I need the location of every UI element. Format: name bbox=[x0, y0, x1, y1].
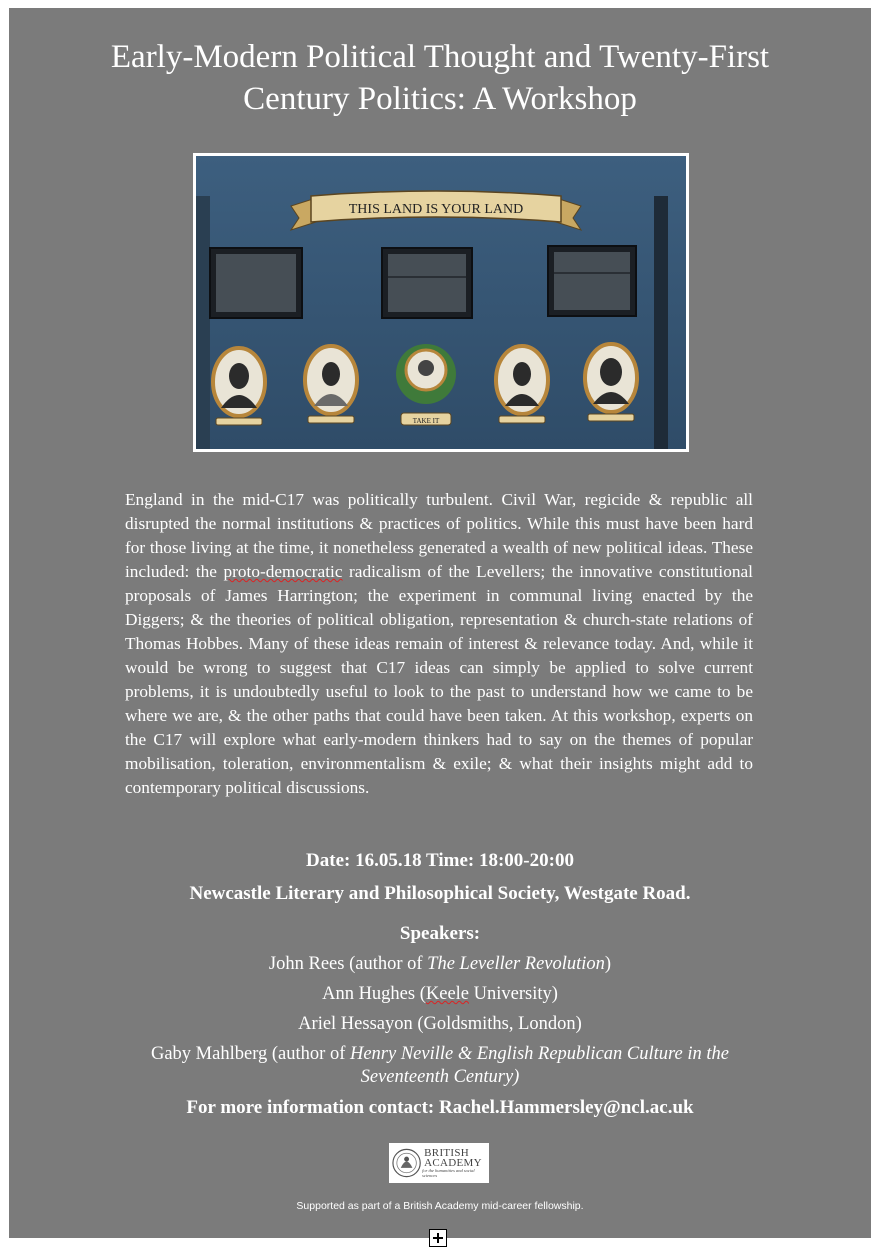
logo-line-2: ACADEMY bbox=[424, 1157, 482, 1169]
mural-plaque-text: TAKE IT bbox=[412, 417, 440, 425]
speaker-2-name: Ann Hughes ( bbox=[322, 984, 426, 1004]
speaker-1-suffix: ) bbox=[604, 954, 612, 974]
speaker-4 bbox=[9, 1043, 871, 1089]
expand-icon[interactable] bbox=[429, 1229, 447, 1247]
speaker-3: Ariel Hessayon (Goldsmiths, London) bbox=[298, 1014, 582, 1034]
contact-info: For more information contact: Rachel.Hammersley@ncl.ac.uk bbox=[186, 1097, 694, 1118]
speaker-1-book: The Leveller Revolution bbox=[427, 954, 605, 974]
british-academy-seal-icon bbox=[391, 1147, 422, 1179]
event-date-time: Date: 16.05.18 Time: 18:00-20:00 bbox=[306, 850, 574, 871]
title-line-2: Century Politics: A Workshop bbox=[243, 81, 637, 117]
title-line-1: Early-Modern Political Thought and Twenty-First bbox=[110, 39, 770, 75]
speaker-4-book: Henry Neville & English Republican Culture in the Seventeenth Century) bbox=[349, 1044, 729, 1087]
speaker-2-suffix: University) bbox=[469, 984, 558, 1004]
intro-highlight: proto-democratic bbox=[223, 562, 343, 581]
poster bbox=[9, 8, 871, 1238]
intro-text-part1: England in the mid-C17 was politically turbulent. Civil War, regicide & republic all disrupted the normal institutions & practices of politics. While this must have been hard for those living at the time, it nonetheless generated a wealth of new political ideas. These included: the bbox=[125, 490, 753, 581]
poster-title bbox=[9, 36, 871, 120]
mural-banner-text: THIS LAND IS YOUR LAND bbox=[348, 202, 524, 217]
speaker-1-name: John Rees (author of bbox=[268, 954, 428, 974]
speaker-4-name: Gaby Mahlberg (author of bbox=[150, 1044, 350, 1064]
logo-line-1: BRITISH bbox=[424, 1147, 470, 1159]
logo-subtitle: for the humanities and social sciences bbox=[422, 1168, 475, 1178]
support-note: Supported as part of a British Academy mid-career fellowship. bbox=[296, 1200, 584, 1212]
speaker-2 bbox=[9, 984, 871, 1005]
speaker-2-keele: Keele bbox=[425, 984, 470, 1004]
intro-text-part2: radicalism of the Levellers; the innovative constitutional proposals of James Harrington; the experiment in communal living enacted by the Diggers; & the theories of political obligation, representation & church-state relations of Thomas Hobbes. Many of these ideas remain of interest & relevance today. And, while it would be wrong to suggest that C17 ideas can simply be applied to solve current problems, it is undoubtedly useful to look to the past to understand how we came to be where we are, & the other paths that could have been taken. At this workshop, experts on the C17 will explore what early-modern thinkers had to say on the themes of popular mobilisation, toleration, environmentalism & exile; & what their insights might add to contemporary political discussions. bbox=[125, 562, 753, 797]
speaker-1 bbox=[9, 954, 871, 975]
intro-paragraph bbox=[125, 488, 753, 800]
british-academy-logo bbox=[389, 1143, 489, 1183]
event-venue: Newcastle Literary and Philosophical Society, Westgate Road. bbox=[189, 883, 691, 904]
mural-photo bbox=[193, 153, 689, 452]
speakers-heading: Speakers: bbox=[399, 923, 481, 944]
